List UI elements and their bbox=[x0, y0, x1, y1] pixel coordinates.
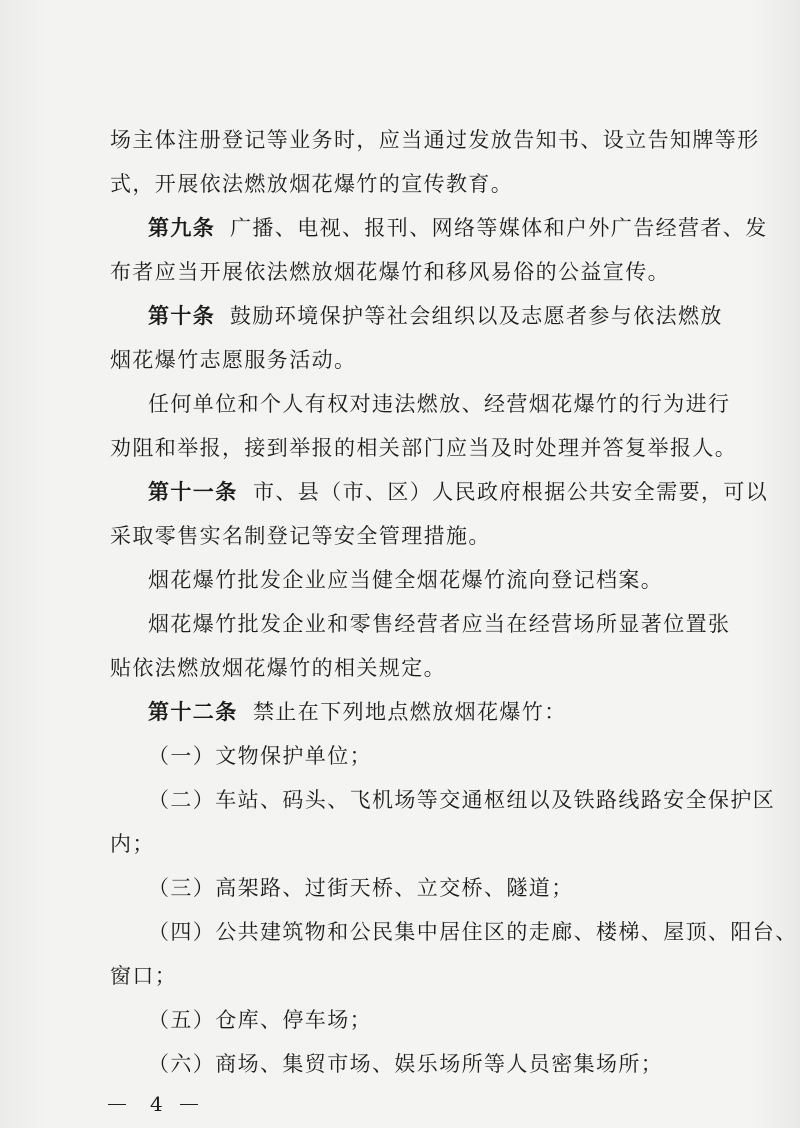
text-line bbox=[0, 558, 800, 602]
footer-dash-left bbox=[108, 1104, 126, 1105]
text-line bbox=[0, 338, 800, 382]
line-text: 贴依法燃放烟花爆竹的相关规定。 bbox=[110, 656, 446, 680]
text-line bbox=[0, 822, 800, 866]
article-10-line bbox=[0, 294, 800, 338]
list-item bbox=[0, 910, 800, 954]
list-item bbox=[0, 734, 800, 778]
text-line bbox=[0, 602, 800, 646]
line-text: 烟花爆竹批发企业应当健全烟花爆竹流向登记档案。 bbox=[148, 568, 664, 592]
line-text: 禁止在下列地点燃放烟花爆竹： bbox=[253, 700, 567, 724]
line-text: 场主体注册登记等业务时，应当通过发放告知书、设立告知牌等形 bbox=[110, 128, 760, 152]
text-line bbox=[0, 118, 800, 162]
text-line bbox=[0, 250, 800, 294]
line-text: 采取零售实名制登记等安全管理措施。 bbox=[110, 524, 491, 548]
list-item bbox=[0, 1042, 800, 1086]
line-text: （二）车站、码头、飞机场等交通枢纽以及铁路线路安全保护区 bbox=[148, 788, 776, 812]
line-text: 式，开展依法燃放烟花爆竹的宣传教育。 bbox=[110, 172, 514, 196]
line-text: 内； bbox=[110, 832, 155, 856]
line-text: 烟花爆竹批发企业和零售经营者应当在经营场所显著位置张 bbox=[148, 612, 731, 636]
line-text: 烟花爆竹志愿服务活动。 bbox=[110, 348, 357, 372]
line-text: 市、县（市、区）人民政府根据公共安全需要，可以 bbox=[253, 480, 769, 504]
list-item bbox=[0, 998, 800, 1042]
footer-dash-right bbox=[180, 1104, 198, 1105]
list-item bbox=[0, 778, 800, 822]
page-number: 4 bbox=[150, 1092, 163, 1116]
line-text: 广播、电视、报刊、网络等媒体和户外广告经营者、发 bbox=[230, 216, 768, 240]
text-line bbox=[0, 646, 800, 690]
text-line bbox=[0, 382, 800, 426]
article-heading: 第九条 bbox=[148, 215, 216, 240]
article-heading: 第十一条 bbox=[148, 479, 238, 504]
line-text: （六）商场、集贸市场、娱乐场所等人员密集场所； bbox=[148, 1052, 664, 1076]
line-text: 鼓励环境保护等社会组织以及志愿者参与依法燃放 bbox=[230, 304, 723, 328]
line-text: 劝阻和举报，接到举报的相关部门应当及时处理并答复举报人。 bbox=[110, 436, 738, 460]
page-footer bbox=[108, 1088, 228, 1120]
text-line bbox=[0, 954, 800, 998]
article-11-line bbox=[0, 470, 800, 514]
list-item bbox=[0, 866, 800, 910]
article-heading: 第十条 bbox=[148, 303, 216, 328]
line-text: （五）仓库、停车场； bbox=[148, 1008, 372, 1032]
line-text: 布者应当开展依法燃放烟花爆竹和移风易俗的公益宣传。 bbox=[110, 260, 670, 284]
line-text: 窗口； bbox=[110, 964, 178, 988]
text-line bbox=[0, 514, 800, 558]
text-line bbox=[0, 162, 800, 206]
article-12-line bbox=[0, 690, 800, 734]
article-9-line bbox=[0, 206, 800, 250]
line-text: （一）文物保护单位； bbox=[148, 744, 372, 768]
line-text: （三）高架路、过街天桥、立交桥、隧道； bbox=[148, 876, 574, 900]
text-line bbox=[0, 426, 800, 470]
article-heading: 第十二条 bbox=[148, 699, 238, 724]
line-text: （四）公共建筑物和公民集中居住区的走廊、楼梯、屋顶、阳台、 bbox=[148, 920, 798, 944]
line-text: 任何单位和个人有权对违法燃放、经营烟花爆竹的行为进行 bbox=[148, 392, 731, 416]
